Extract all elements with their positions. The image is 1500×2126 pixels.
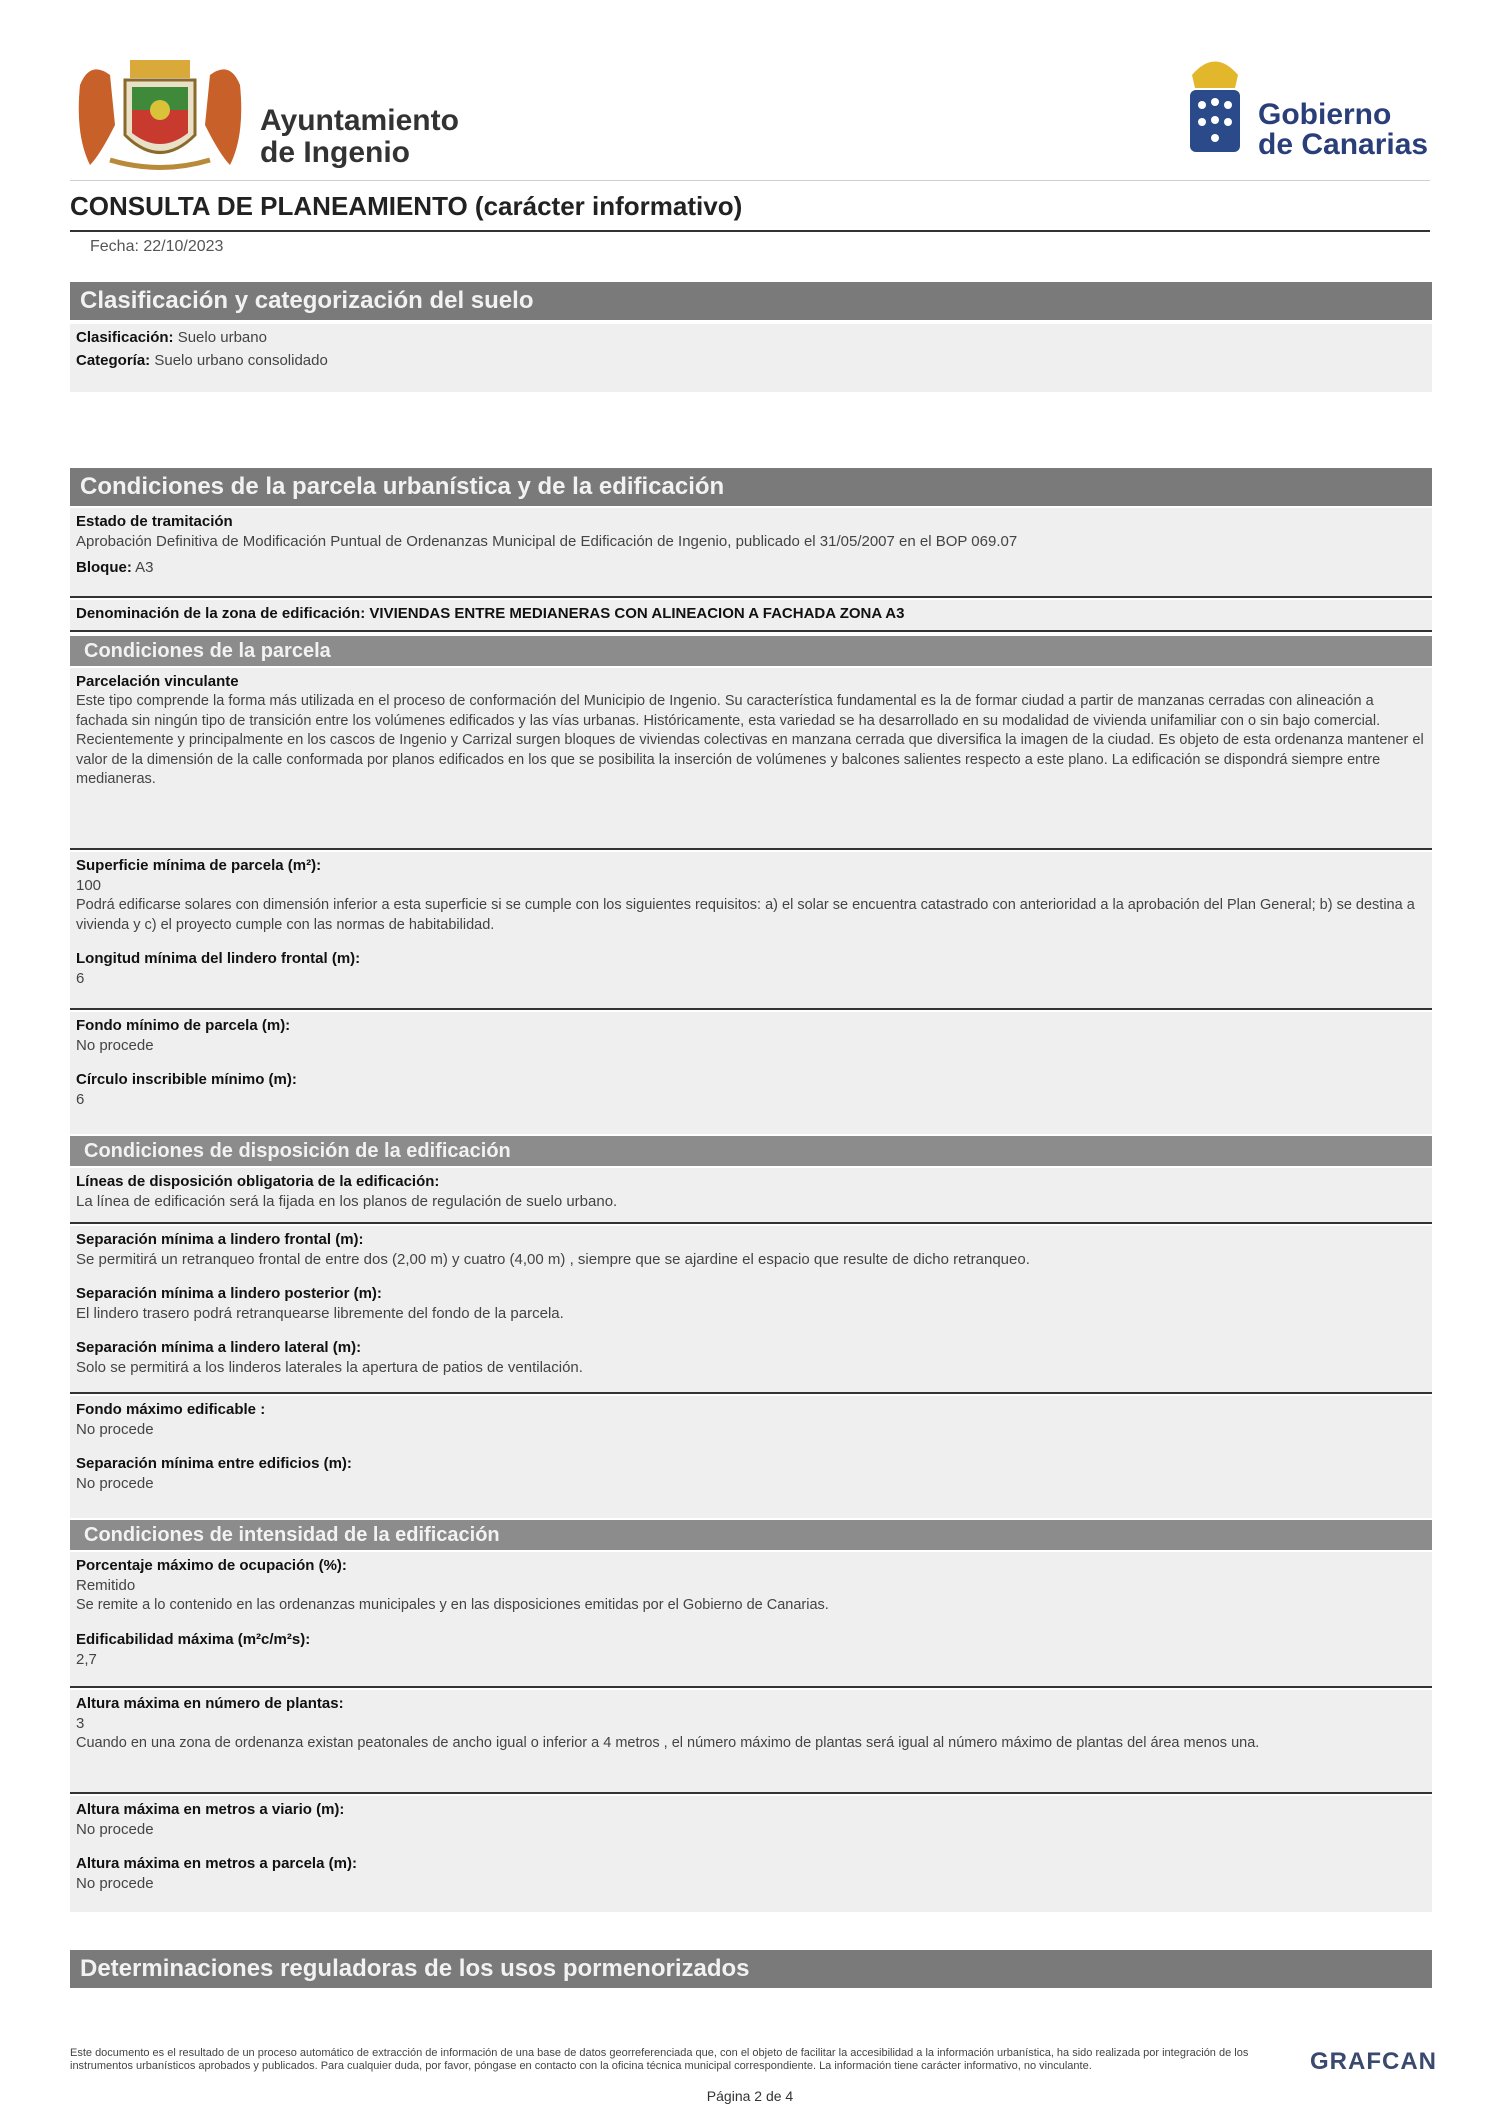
- parcelacion-block: [70, 668, 1432, 850]
- circulo-label: Círculo inscribible mínimo (m):: [76, 1071, 297, 1088]
- sep-posterior-label: Separación mínima a lindero posterior (m):: [76, 1285, 382, 1302]
- estado-value: Aprobación Definitiva de Modificación Puntual de Ordenanzas Municipal de Edificación de Ingenio, publicado el 31/05/2007 en el BOP 069.07: [76, 533, 1018, 550]
- footer-disclaimer: Este documento es el resultado de un proceso automático de extracción de información de una base de datos georreferenciada que, con el objeto de facilitar la accesibilidad a la información urbanística, ha sido realizada por integración de los instrumentos urbanísticos aprobados y publicados. Para cualquier duda, por favor, póngase en contacto con la oficina técnica municipal correspondiente. La información tiene carácter informativo, no vinculante.: [70, 2047, 1249, 2072]
- categoria-label: Categoría:: [76, 352, 151, 369]
- document-title: CONSULTA DE PLANEAMIENTO (carácter informativo): [70, 180, 1430, 232]
- denominacion-label: Denominación de la zona de edificación:: [76, 605, 366, 622]
- page-number: Página 2 de 4: [706, 2088, 794, 2104]
- circulo-value: 6: [76, 1091, 85, 1108]
- sep-edificios-value: No procede: [76, 1475, 154, 1492]
- ocupacion-text: Se remite a lo contenido en las ordenanzas municipales y en las disposiciones emitidas por el Gobierno de Canarias.: [76, 1597, 829, 1613]
- ocupacion-label: Porcentaje máximo de ocupación (%):: [76, 1557, 347, 1574]
- denominacion-value: VIVIENDAS ENTRE MEDIANERAS CON ALINEACION A FACHADA ZONA A3: [369, 605, 905, 622]
- ocupacion-block: [70, 1552, 1432, 1688]
- edificabilidad-label: Edificabilidad máxima (m²c/m²s):: [76, 1630, 311, 1648]
- plantas-text: Cuando en una zona de ordenanza existan peatonales de ancho igual o inferior a 4 metros , el número máximo de plantas será igual al número máximo de plantas del área menos una.: [76, 1735, 1260, 1751]
- sep-lateral-label: Separación mínima a lindero lateral (m):: [76, 1339, 362, 1356]
- estado-label: Estado de tramitación: [76, 513, 233, 530]
- altura-parcela-value: No procede: [76, 1875, 154, 1892]
- superficie-block: [70, 852, 1432, 1010]
- ayuntamiento-name-line2: de Ingenio: [260, 136, 410, 169]
- parcelacion-text: Este tipo comprende la forma más utilizada en el proceso de conformación del Municipio de Ingenio. Su característica fundamental es la de formar ciudad a partir de manzanas cerradas con alineación a fachada sin ningún tipo de transición entre los volúmenes edificados y las vías urbanas. Históricamente, esta variedad se ha desarrollado en su modalidad de vivienda unifamiliar con o sin bajo comercial. Recientemente y principalmente en los cascos de Ingenio y Carrizal surgen bloques de viviendas colectivas en manzana cerrada que diversifica la imagen de la ciudad. Es objeto de esta ordenanza mantener el valor de la dimensión de la calle conformada por planos edificados en los que se posibilita la inserción de volúmenes y balcones salientes respecto a este plano. La edificación se dispondrá siempre entre medianeras.: [76, 693, 1424, 787]
- clasificacion-value: Suelo urbano: [177, 329, 267, 346]
- gobierno-canarias-name: [1258, 100, 1428, 160]
- clasificacion-block: [70, 324, 1432, 392]
- sep-edificios-label: Separación mínima entre edificios (m):: [76, 1455, 352, 1472]
- ayuntamiento-crest-icon: [70, 55, 250, 175]
- fondo-block: [70, 1012, 1432, 1134]
- gobierno-canarias-logo: [1180, 50, 1430, 180]
- fondo-parcela-value: No procede: [76, 1037, 154, 1054]
- plantas-block: [70, 1690, 1432, 1794]
- subsection-parcela-header: Condiciones de la parcela: [70, 636, 1432, 666]
- separaciones-block: [70, 1226, 1432, 1394]
- ayuntamiento-name: [260, 105, 459, 169]
- plantas-label: Altura máxima en número de plantas:: [76, 1695, 344, 1712]
- section-clasificacion-header: Clasificación y categorización del suelo: [70, 282, 1432, 320]
- plantas-value: 3: [76, 1715, 85, 1732]
- gobierno-canarias-emblem-icon: [1180, 50, 1250, 180]
- subsection-disposicion-header: Condiciones de disposición de la edificación: [70, 1136, 1432, 1166]
- sep-lateral-value: Solo se permitirá a los linderos laterales la apertura de patios de ventilación.: [76, 1359, 583, 1376]
- superficie-label: Superficie mínima de parcela (m²):: [76, 857, 322, 874]
- fondo-edificable-block: [70, 1396, 1432, 1518]
- section-condiciones-header: Condiciones de la parcela urbanística y de la edificación: [70, 468, 1432, 506]
- parcelacion-label: Parcelación vinculante: [76, 673, 239, 690]
- lindero-frontal-label: Longitud mínima del lindero frontal (m):: [76, 950, 361, 967]
- bloque-label: Bloque:: [76, 559, 132, 576]
- ocupacion-value: Remitido: [76, 1577, 136, 1594]
- subsection-intensidad-header: Condiciones de intensidad de la edificación: [70, 1520, 1432, 1550]
- clasificacion-label: Clasificación:: [76, 329, 174, 346]
- sep-frontal-label: Separación mínima a lindero frontal (m):: [76, 1231, 364, 1248]
- categoria-value: Suelo urbano consolidado: [154, 352, 328, 369]
- alturas-block: [70, 1796, 1432, 1912]
- ayuntamiento-name-line1: Ayuntamiento: [260, 104, 459, 137]
- denominacion-block: [70, 600, 1432, 632]
- gobierno-name-line1: Gobierno: [1258, 98, 1392, 131]
- superficie-value: 100: [76, 877, 102, 894]
- document-header: [70, 50, 1430, 180]
- gobierno-name-line2: de Canarias: [1258, 128, 1429, 161]
- lineas-block: [70, 1168, 1432, 1224]
- document-date: Fecha: 22/10/2023: [90, 238, 224, 255]
- sep-frontal-value: Se permitirá un retranqueo frontal de entre dos (2,00 m) y cuatro (4,00 m) , siempre que se ajardine el espacio que resulte de dicho retranqueo.: [76, 1251, 1030, 1268]
- section-usos-header: Determinaciones reguladoras de los usos pormenorizados: [70, 1950, 1432, 1988]
- sep-posterior-value: El lindero trasero podrá retranquearse libremente del fondo de la parcela.: [76, 1305, 564, 1322]
- lineas-value: La línea de edificación será la fijada en los planos de regulación de suelo urbano.: [76, 1193, 618, 1210]
- fondo-parcela-label: Fondo mínimo de parcela (m):: [76, 1017, 291, 1034]
- superficie-text: Podrá edificarse solares con dimensión inferior a esta superficie si se cumple con los siguientes requisitos: a) el solar se encuentra catastrado con anterioridad a la aprobación del Plan General; b) se destina a vivienda y c) el proyecto cumple con las normas de habitabilidad.: [76, 897, 1415, 933]
- bloque-value: A3: [135, 559, 154, 576]
- altura-parcela-label: Altura máxima en metros a parcela (m):: [76, 1855, 357, 1872]
- fondo-edificable-label: Fondo máximo edificable :: [76, 1401, 266, 1418]
- fondo-edificable-value: No procede: [76, 1421, 154, 1438]
- grafcan-logo: GRAFCAN: [1310, 2048, 1437, 2075]
- estado-block: [70, 508, 1432, 598]
- altura-viario-value: No procede: [76, 1821, 154, 1838]
- edificabilidad-value: 2,7: [76, 1650, 97, 1668]
- lindero-frontal-value: 6: [76, 970, 85, 987]
- lineas-label: Líneas de disposición obligatoria de la edificación:: [76, 1173, 440, 1190]
- altura-viario-label: Altura máxima en metros a viario (m):: [76, 1801, 345, 1818]
